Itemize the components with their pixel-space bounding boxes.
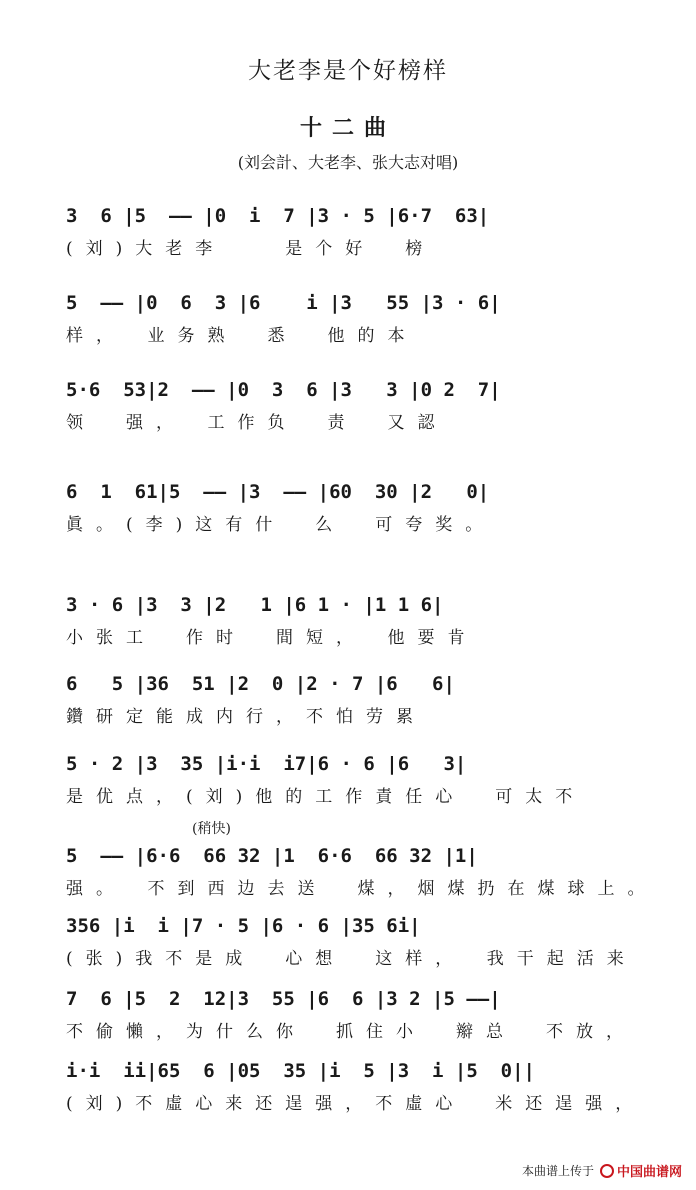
- upload-note: 本曲谱上传于: [521, 1164, 594, 1178]
- notation-line: 5 —— |6·6 66 32 |1 6·6 66 32 |1|: [66, 845, 478, 867]
- lyrics-line: 领 强， 工作负 责 又認: [66, 413, 448, 433]
- score-system: [0, 374, 696, 444]
- lyrics-line: (刘)不虛心来还逞强，不虛心 米还逞强，: [66, 1094, 646, 1114]
- lyrics-line: 小张工 作时 間短， 他要肯: [66, 628, 478, 648]
- notation-line: 3 6 |5 —— |0 i 7 |3 · 5 |6·7 63|: [66, 205, 490, 227]
- score-system: [0, 748, 696, 818]
- lyrics-line: 不偷懶，为什么你 抓住小 辮总 不放，: [66, 1022, 636, 1042]
- lyrics-line: 样， 业务熟 悉 他的本: [66, 326, 418, 346]
- notation-line: 356 |i i |7 · 5 |6 · 6 |35 6i|: [66, 915, 421, 937]
- lyrics-line: (张)我不是成 心想 这样， 我干起活来: [66, 949, 637, 969]
- footer: [522, 1161, 682, 1180]
- song-title: 大老李是个好榜样: [248, 58, 448, 84]
- notation-line: 6 1 61|5 —— |3 —— |60 30 |2 0|: [66, 481, 490, 503]
- notation-line: i·i ii|65 6 |05 35 |i 5 |3 i |5 0||: [66, 1060, 535, 1082]
- score-system: [0, 200, 696, 270]
- performers-note: (刘会計、大老李、张大志对唱): [237, 153, 459, 172]
- score-system: [0, 821, 696, 910]
- score-system: [0, 476, 696, 546]
- lyrics-line: (刘)大老李 是个好 榜: [66, 239, 436, 259]
- notation-line: 5 —— |0 6 3 |6 i |3 55 |3 · 6|: [66, 292, 501, 314]
- score-system: [0, 910, 696, 980]
- lyrics-line: 是优点，(刘)他的工作責任心 可太不: [66, 787, 586, 807]
- notation-line: 6 5 |36 51 |2 0 |2 · 7 |6 6|: [66, 673, 455, 695]
- lyrics-line: 眞。(李)这有什 么 可夸奖。: [66, 515, 496, 535]
- score-system: [0, 983, 696, 1053]
- lyrics-line: 强。 不到西边去送 煤，烟煤扔在煤球上。: [66, 879, 658, 899]
- notation-line: 7 6 |5 2 12|3 55 |6 6 |3 2 |5 ——|: [66, 988, 501, 1010]
- site-logo-text: 中国曲谱网: [616, 1165, 682, 1180]
- score-system: [0, 1055, 696, 1125]
- notation-line: 3 · 6 |3 3 |2 1 |6 1 · |1 1 6|: [66, 594, 444, 616]
- score-system: [0, 589, 696, 659]
- notation-line: 5·6 53|2 —— |0 3 6 |3 3 |0 2 7|: [66, 379, 501, 401]
- notation-line: 5 · 2 |3 35 |i·i i7|6 · 6 |6 3|: [66, 753, 467, 775]
- site-logo[interactable]: [600, 1161, 682, 1180]
- tempo-marking: (稍快): [192, 821, 231, 837]
- score-system: [0, 287, 696, 357]
- logo-icon: [600, 1164, 614, 1178]
- score-system: [0, 668, 696, 738]
- lyrics-line: 鑽研定能成内行，不怕劳累: [66, 707, 426, 727]
- song-subtitle: 十二曲: [299, 115, 396, 141]
